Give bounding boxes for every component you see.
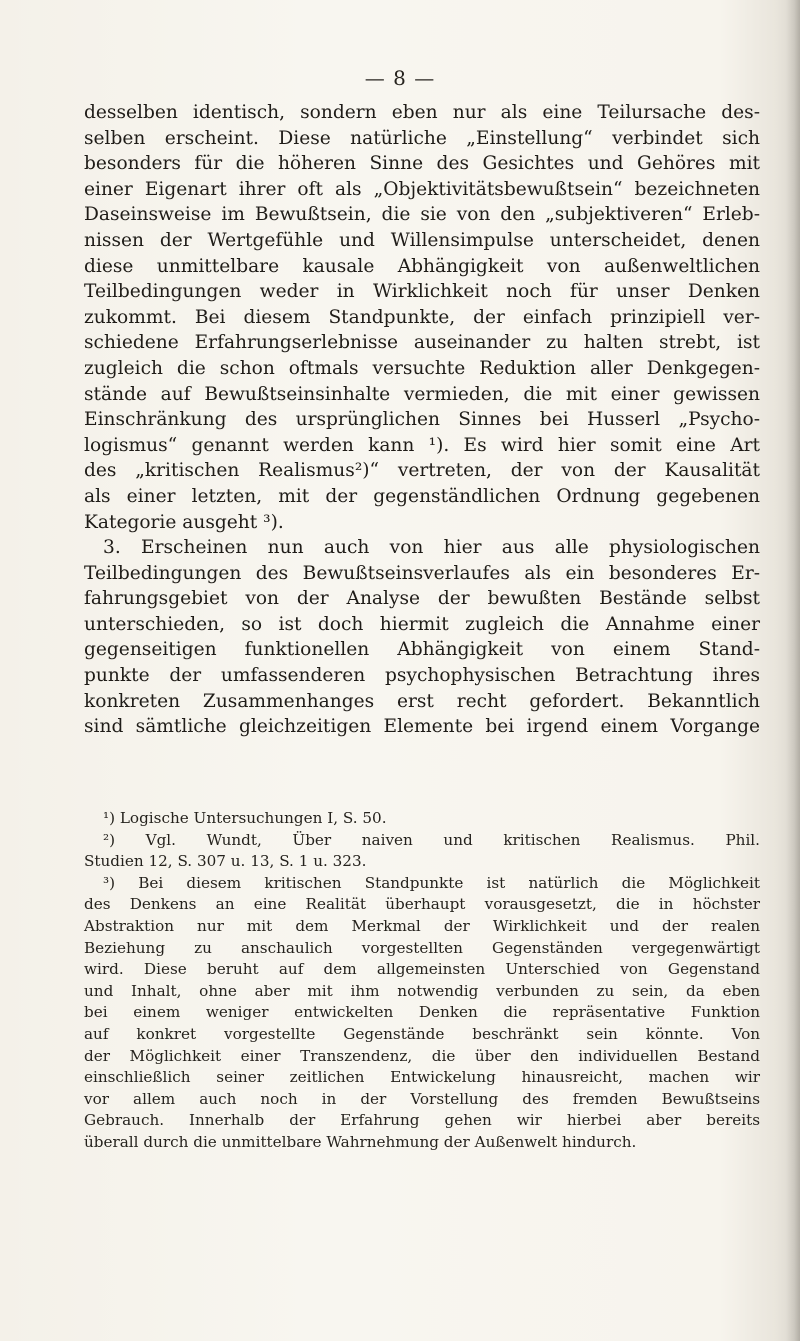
page-edge-shadow (786, 0, 800, 1341)
text-line: diese unmittelbare kausale Abhängigkeit von außenweltlichen (84, 255, 760, 277)
main-text (84, 100, 760, 740)
text-line: des „kritischen Realismus²)“ vertreten, der von der Kausalität (84, 460, 760, 482)
footnote-line: überall durch die unmittelbare Wahrnehmung der Außenwelt hindurch. (84, 1132, 637, 1151)
text-line: fahrungsgebiet von der Analyse der bewußten Bestände selbst (84, 588, 760, 610)
text-line: Teilbedingungen des Bewußtseinsverlaufes als ein besonderes Er- (84, 562, 760, 584)
footnote-line: ¹) Logische Untersuchungen I, S. 50. (103, 809, 387, 827)
footnote-line: bei einem weniger entwickelten Denken die repräsentative Funktion (84, 1003, 760, 1022)
footnote-line: auf konkret vorgestellte Gegenstände beschränkt sein könnte. Von (84, 1024, 760, 1043)
footnote-line: und Inhalt, ohne aber mit ihm notwendig verbunden zu sein, da eben (84, 981, 760, 1000)
footnote-line: wird. Diese beruht auf dem allgemeinsten Unterschied von Gegenstand (84, 960, 760, 979)
text-line: stände auf Bewußtseinsinhalte vermieden, die mit einer gewissen (84, 383, 760, 405)
footnote-line: des Denkens an eine Realität überhaupt vorausgesetzt, die in höchster (84, 895, 760, 914)
text-line: selben erscheint. Diese natürliche „Einstellung“ verbindet sich (84, 127, 760, 149)
text-line: gegenseitigen funktionellen Abhängigkeit von einem Stand- (84, 639, 760, 661)
text-line: sind sämtliche gleichzeitigen Elemente bei irgend einem Vorgange (84, 716, 760, 738)
footnote-line: ³) Bei diesem kritischen Standpunkte ist natürlich die Möglichkeit (103, 873, 760, 892)
text-line: Einschränkung des ursprünglichen Sinnes bei Husserl „Psycho- (84, 409, 760, 431)
text-line: zugleich die schon oftmals versuchte Reduktion aller Denkgegen- (84, 357, 760, 379)
text-line: logismus“ genannt werden kann ¹). Es wird hier somit eine Art (84, 434, 760, 456)
footnote-line: vor allem auch noch in der Vorstellung des fremden Bewußtseins (84, 1089, 760, 1108)
text-line: desselben identisch, sondern eben nur als eine Teilursache des- (84, 102, 760, 123)
text-line: nissen der Wertgefühle und Willensimpulse unterscheidet, denen (84, 229, 760, 251)
text-line: punkte der umfassenderen psychophysischen Betrachtung ihres (84, 665, 760, 687)
text-line: konkreten Zusammenhanges erst recht gefordert. Bekanntlich (84, 690, 760, 712)
text-line: einer Eigenart ihrer oft als „Objektivitätsbewußtsein“ bezeichneten (84, 178, 760, 200)
footnote-line: Beziehung zu anschaulich vorgestellten Gegenständen vergegenwärtigt (84, 938, 760, 957)
footnote-1 (84, 808, 760, 830)
footnote-line: der Möglichkeit einer Transzendenz, die über den individuellen Bestand (84, 1046, 760, 1065)
text-line: Kategorie ausgeht ³). (84, 511, 284, 533)
text-line: Daseinsweise im Bewußtsein, die sie von den „subjektiveren“ Erleb- (84, 204, 760, 226)
text-line: unterschieden, so ist doch hiermit zugleich die Annahme einer (84, 613, 760, 635)
text-line: 3. Erscheinen nun auch von hier aus alle physiologischen (103, 537, 760, 559)
footnote-line: ²) Vgl. Wundt, Über naiven und kritischen Realismus. Phil. (103, 830, 760, 849)
text-line: besonders für die höheren Sinne des Gesichtes und Gehöres mit (84, 153, 760, 175)
page-number: — 8 — (364, 66, 436, 90)
footnote-3 (84, 873, 760, 1154)
paragraph (84, 535, 760, 740)
footnotes (84, 808, 760, 1154)
text-line: als einer letzten, mit der gegenständlichen Ordnung gegebenen (84, 485, 760, 507)
text-line: schiedene Erfahrungserlebnisse auseinander zu halten strebt, ist (84, 332, 760, 354)
paragraph (84, 100, 760, 535)
footnote-line: einschließlich seiner zeitlichen Entwickelung hinausreicht, machen wir (84, 1068, 760, 1087)
footnote-line: Abstraktion nur mit dem Merkmal der Wirklichkeit und der realen (84, 916, 760, 935)
text-line: Teilbedingungen weder in Wirklichkeit noch für unser Denken (84, 281, 760, 303)
footnote-line: Gebrauch. Innerhalb der Erfahrung gehen wir hierbei aber bereits (84, 1111, 760, 1130)
text-line: zukommt. Bei diesem Standpunkte, der einfach prinzipiell ver- (84, 306, 760, 328)
footnote-2 (84, 830, 760, 873)
footnote-line: Studien 12, S. 307 u. 13, S. 1 u. 323. (84, 852, 367, 871)
